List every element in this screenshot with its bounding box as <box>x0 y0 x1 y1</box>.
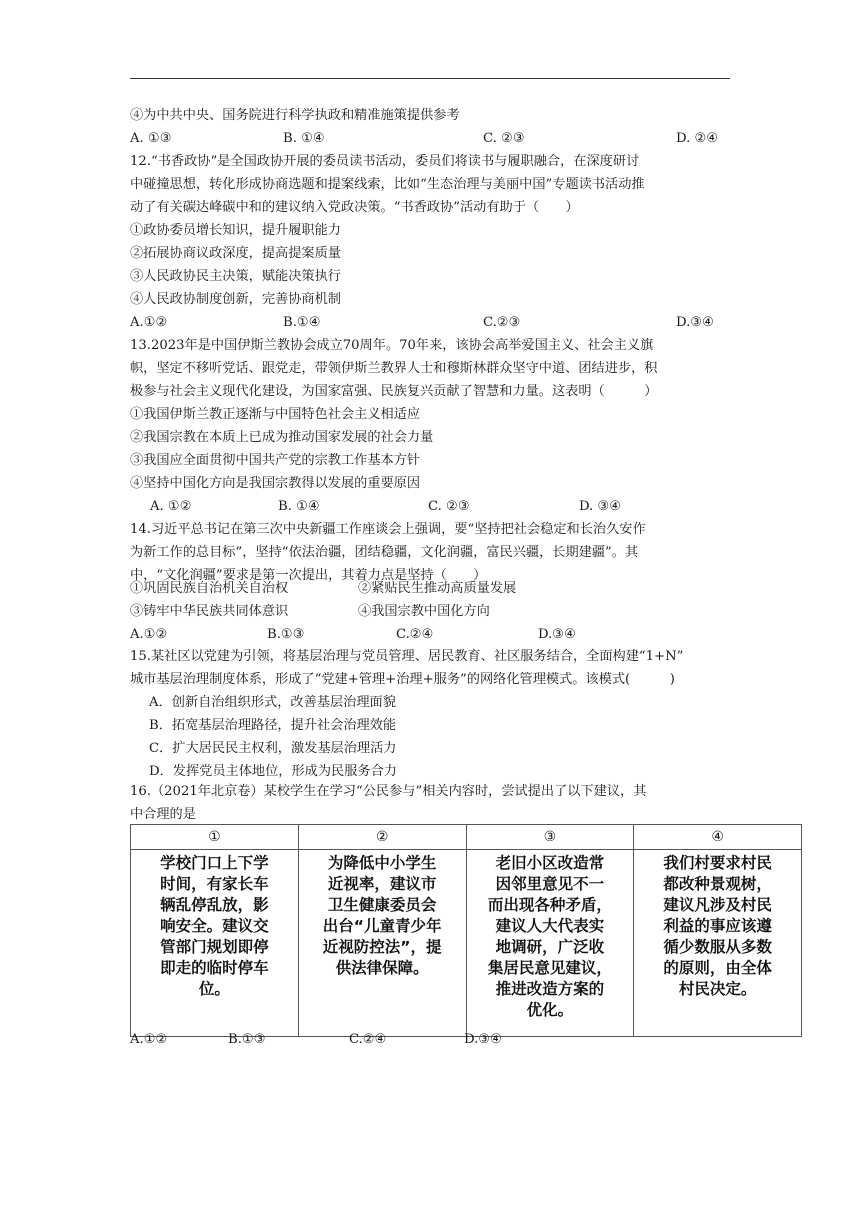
q13-item: ③我国应全面贯彻中国共产党的宗教工作基本方针 <box>130 453 421 468</box>
proposal-line: 的原则，由全体 <box>663 959 772 977</box>
q14-stem-line: 中，“文化润疆”要求是第一次提出，其着力点是坚持（ ） <box>130 568 487 583</box>
q13-item: ④坚持中国化方向是我国宗教得以发展的重要原因 <box>130 476 421 491</box>
proposal-line: 利益的事应该遵 <box>663 917 772 935</box>
proposal-header: ① <box>131 825 299 850</box>
q15-stem-line: 城市基层治理制度体系，形成了“党建+管理+治理+服务”的网络化管理模式。该模式( ) <box>130 672 675 687</box>
q11-item-4: ④为中共中央、国务院进行科学执政和精准施策提供参考 <box>130 108 460 123</box>
q14-stem-line: 14.习近平总书记在第三次中央新疆工作座谈会上强调，要“坚持把社会稳定和长治久安作 <box>130 522 646 537</box>
q16-stem-line: 16.（2021年北京卷）某校学生在学习“公民参与”相关内容时，尝试提出了以下建议，其 <box>130 784 647 799</box>
proposal-line: 辆乱停乱放，影 <box>160 896 269 914</box>
q13-stem-line: 极参与社会主义现代化建设，为国家富强、民族复兴贡献了智慧和力量。这表明（ ） <box>130 384 658 399</box>
q11-option-c: C. ②③ <box>483 131 525 146</box>
q13-item: ①我国伊斯兰教正逐渐与中国特色社会主义相适应 <box>130 407 421 422</box>
proposal-line: 循少数服从多数 <box>663 938 772 956</box>
proposal-cell-4 <box>634 850 802 1037</box>
proposal-table <box>130 824 802 1037</box>
q13-option-a: A. ①② <box>150 499 192 514</box>
q12-stem-line: 动了有关碳达峰碳中和的建议纳入党政决策。“书香政协”活动有助于（ ） <box>130 200 579 215</box>
proposal-line: 即走的临时停车 <box>160 959 269 977</box>
q12-option-d: D.③④ <box>676 315 714 330</box>
q14-item: ③铸牢中华民族共同体意识 <box>130 604 289 619</box>
q14-option-c: C.②④ <box>396 627 434 642</box>
proposal-line: 学校门口上下学 <box>160 854 269 872</box>
q12-item: ③人民政协民主决策，赋能决策执行 <box>130 269 341 284</box>
proposal-line: 而出现各种矛盾， <box>487 896 612 914</box>
q13-option-d: D. ③④ <box>579 499 622 514</box>
q14-item: ④我国宗教中国化方向 <box>358 604 490 619</box>
q12-option-a: A.①② <box>130 315 168 330</box>
proposal-line: 因邻里意见不一 <box>495 875 605 893</box>
q14-stem-line: 为新工作的总目标”，坚持“依法治疆，团结稳疆，文化润疆，富民兴疆，长期建疆”。其 <box>130 545 639 560</box>
proposal-line: 建议凡涉及村民 <box>663 896 772 914</box>
q13-stem-line: 帜，坚定不移听党话、跟党走，带领伊斯兰教界人士和穆斯林群众坚守中道、团结进步，积 <box>130 361 658 376</box>
proposal-line: 位。 <box>198 980 230 998</box>
q16-option-b: B.①③ <box>228 1032 266 1047</box>
proposal-line: 供法律保障。 <box>335 959 429 977</box>
proposal-line: 推进改造方案的 <box>495 980 605 998</box>
proposal-cell-1 <box>131 850 299 1037</box>
q14-item: ①巩固民族自治机关自治权 <box>130 581 289 596</box>
proposal-cell-2 <box>298 850 466 1037</box>
q14-option-d: D.③④ <box>538 627 576 642</box>
q11-option-d: D. ②④ <box>676 131 719 146</box>
proposal-header: ③ <box>466 825 634 850</box>
q11-option-a: A. ①③ <box>130 131 172 146</box>
q13-stem-line: 13.2023年是中国伊斯兰教协会成立70周年。70年来，该协会高举爱国主义、社会主义旗 <box>130 338 654 353</box>
proposal-line: 老旧小区改造常 <box>495 854 605 872</box>
q14-option-b: B.①③ <box>267 627 305 642</box>
proposal-line: 集居民意见建议， <box>487 959 612 977</box>
header-rule <box>130 78 730 79</box>
proposal-line: 我们村要求村民 <box>663 854 772 872</box>
proposal-line: 近视率，建议市 <box>327 875 437 893</box>
proposal-line: 卫生健康委员会 <box>327 896 437 914</box>
proposal-line: 管部门规划即停 <box>160 938 269 956</box>
q12-option-b: B.①④ <box>283 315 321 330</box>
q16-option-a: A.①② <box>130 1032 168 1047</box>
q14-item: ②紧贴民生推动高质量发展 <box>358 581 517 596</box>
q13-item: ②我国宗教在本质上已成为推动国家发展的社会力量 <box>130 430 434 445</box>
q16-option-d: D.③④ <box>464 1032 502 1047</box>
proposal-table-header-row <box>131 825 802 850</box>
proposal-line: 出台“儿童青少年 <box>322 917 442 935</box>
proposal-header: ④ <box>634 825 802 850</box>
q13-option-c: C. ②③ <box>428 499 470 514</box>
q15-choice-a: A．创新自治组织形式，改善基层治理面貌 <box>149 695 396 710</box>
proposal-line: 都改种景观树， <box>663 875 772 893</box>
q12-item: ②拓展协商议政深度，提高提案质量 <box>130 246 341 261</box>
q12-item: ④人民政协制度创新，完善协商机制 <box>130 292 341 307</box>
proposal-cell-3 <box>466 850 634 1037</box>
proposal-table-body-row <box>131 850 802 1037</box>
proposal-line: 地调研，广泛收 <box>495 938 605 956</box>
proposal-header: ② <box>298 825 466 850</box>
q12-stem-line: 12.“书香政协”是全国政协开展的委员读书活动，委员们将读书与履职融合，在深度研讨 <box>130 154 640 169</box>
q11-option-b: B. ①④ <box>283 131 325 146</box>
q16-option-c: C.②④ <box>349 1032 387 1047</box>
q15-choice-b: B．拓宽基层治理路径，提升社会治理效能 <box>149 718 397 733</box>
q13-option-b: B. ①④ <box>278 499 320 514</box>
proposal-line: 响安全。建议交 <box>160 917 269 935</box>
q14-option-a: A.①② <box>130 627 168 642</box>
q15-choice-c: C．扩大居民民主权利，激发基层治理活力 <box>149 741 397 756</box>
proposal-line: 村民决定。 <box>678 980 757 998</box>
proposal-line: 建议人大代表实 <box>495 917 605 935</box>
q15-choice-d: D．发挥党员主体地位，形成为民服务合力 <box>149 764 397 779</box>
proposal-line: 优化。 <box>526 1001 574 1019</box>
q16-stem-line: 中合理的是 <box>130 807 196 822</box>
proposal-line: 为降低中小学生 <box>327 854 437 872</box>
q12-option-c: C.②③ <box>483 315 521 330</box>
q12-stem-line: 中碰撞思想，转化形成协商选题和提案线索，比如“生态治理与美丽中国”专题读书活动推 <box>130 177 645 192</box>
proposal-line: 近视防控法”，提 <box>322 938 442 956</box>
proposal-line: 时间，有家长车 <box>160 875 269 893</box>
q12-item: ①政协委员增长知识，提升履职能力 <box>130 223 341 238</box>
q15-stem-line: 15.某社区以党建为引领，将基层治理与党员管理、居民教育、社区服务结合，全面构建“1+N” <box>130 649 684 664</box>
